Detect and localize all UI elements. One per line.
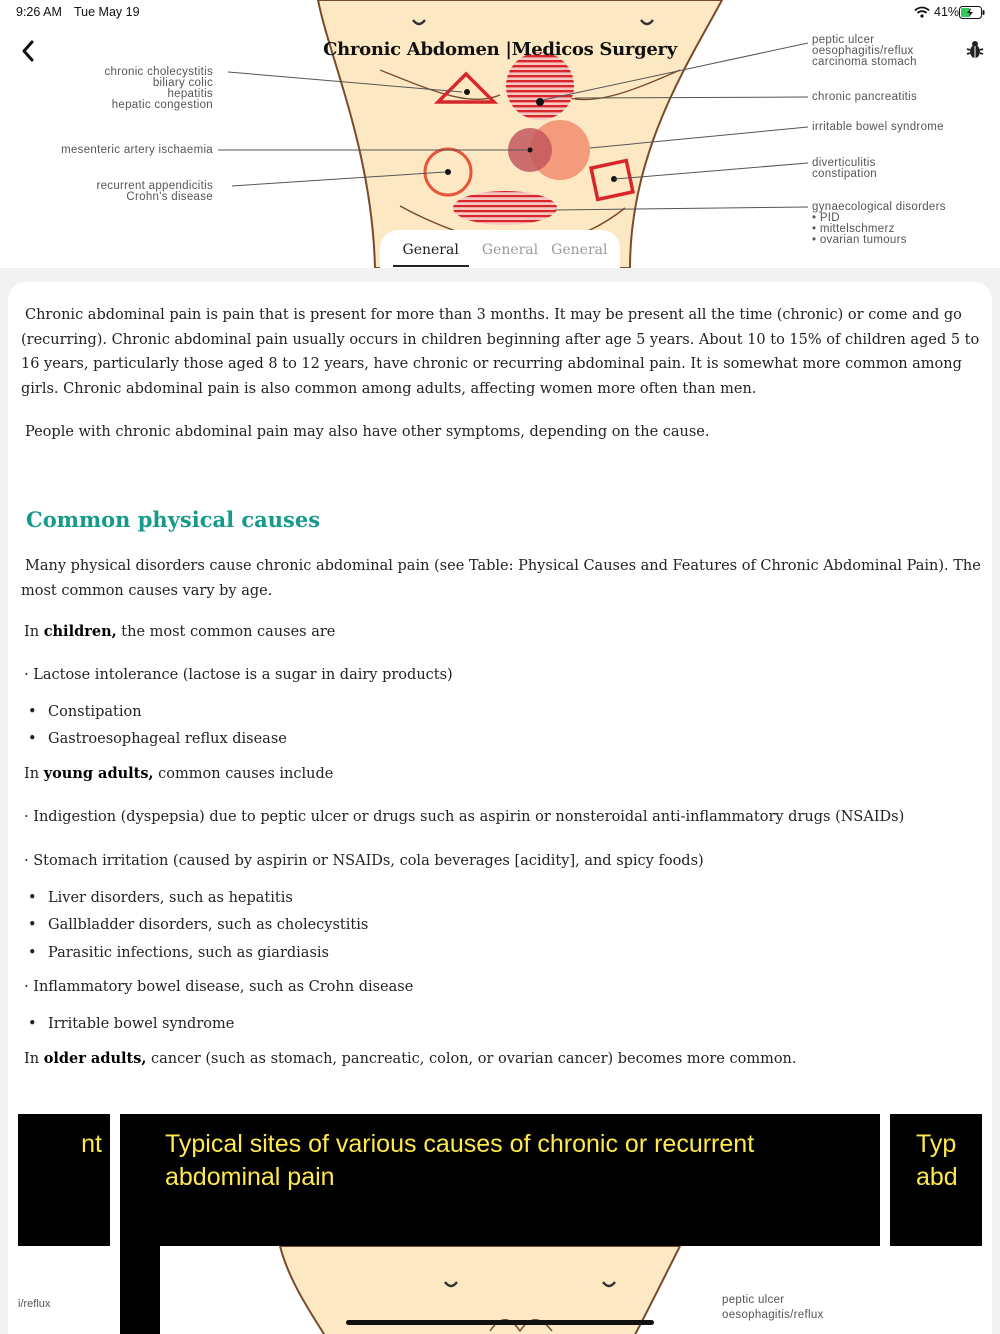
diagram-label [61, 144, 213, 156]
diagram-label-line: Crohn's disease [126, 191, 213, 203]
diagram-left-labels [61, 66, 213, 203]
slide-label: peptic ulcer [722, 1294, 785, 1306]
diagram-label [812, 91, 917, 103]
diagram-label-line: chronic pancreatitis [812, 91, 918, 103]
diagram-label-line: chronic cholecystitis [104, 66, 213, 78]
diagram-label-line: mesenteric artery ischaemia [61, 144, 213, 156]
image-gallery[interactable] [18, 1114, 982, 1334]
report-bug-button[interactable] [964, 39, 986, 61]
diagram-label-line: • ovarian tumours [812, 234, 907, 246]
list-item: • Irritable bowel syndrome [28, 1016, 235, 1032]
gallery-slide-next[interactable] [890, 1114, 982, 1334]
tab-general-2[interactable]: General [481, 242, 539, 258]
gallery-slide-current[interactable] [120, 1114, 880, 1334]
young-adults-intro: In young adults, common causes include [24, 765, 334, 782]
diagram-label-line: biliary colic [152, 77, 213, 89]
list-item: · Indigestion (dyspepsia) due to peptic ulcer or drugs such as aspirin or nonsteroidal anti-inflammatory drugs (NSAIDs) [24, 809, 905, 825]
diagram-label-line: constipation [812, 168, 877, 180]
list-item: • Gastroesophageal reflux disease [28, 731, 287, 747]
diagram-label-line: gynaecological disorders [812, 201, 946, 213]
causes-paragraph: Many physical disorders cause chronic abdominal pain (see Table: Physical Causes and Features of Chronic Abdominal Pain). The most common causes vary by age. [21, 558, 981, 599]
slide-title-fragment: Typ abd [916, 1130, 958, 1191]
intro-paragraph-1: Chronic abdominal pain is pain that is present for more than 3 months. It may be present all the time (chronic) or come and go (recurring). Chronic abdominal pain usually occurs in children beginning after age 5 years. About 10 to 15% of children aged 5 to 16 years, particularly those aged 8 to 12 years, have chronic or recurring abdominal pain. It is somewhat more common among girls. Chronic abdominal pain is also common among adults, affecting women more often than men. [21, 307, 980, 397]
tab-bar [380, 230, 620, 268]
diagram-label [812, 121, 944, 133]
slide-label-fragment: i/reflux [18, 1298, 51, 1310]
status-bar [0, 0, 1000, 24]
diagram-label-line: • mittelschmerz [812, 223, 895, 235]
diagram-label-line: irritable bowel syndrome [812, 121, 944, 133]
slide-title-fragment: nt [81, 1130, 102, 1158]
battery-charging-icon [959, 6, 985, 19]
wifi-icon [914, 6, 930, 18]
header-banner [0, 0, 1000, 268]
list-item: · Lactose intolerance (lactose is a sugar in dairy products) [24, 667, 453, 683]
diagram-label-line: • PID [812, 212, 840, 224]
section-heading: Common physical causes [26, 507, 321, 532]
list-item: · Inflammatory bowel disease, such as Crohn disease [24, 979, 414, 995]
intro-paragraph-2: People with chronic abdominal pain may also have other symptoms, depending on the cause. [25, 424, 710, 440]
tab-general-3[interactable]: General [551, 242, 608, 258]
tab-general-1[interactable]: General [393, 230, 469, 267]
page-title: Chronic Abdomen |Medicos Surgery [323, 39, 677, 60]
diagram-label-line: diverticulitis [812, 157, 876, 169]
home-indicator[interactable] [346, 1320, 654, 1325]
list-item: • Gallbladder disorders, such as cholecystitis [28, 917, 369, 933]
older-adults-line: In older adults, cancer (such as stomach, pancreatic, colon, or ovarian cancer) becomes more common. [24, 1050, 797, 1067]
status-date: Tue May 19 [74, 5, 140, 19]
diagram-label-line: oesophagitis/reflux [812, 45, 914, 57]
battery-percentage: 41% [934, 5, 960, 19]
list-item: • Liver disorders, such as hepatitis [28, 890, 293, 906]
status-time: 9:26 AM [16, 5, 62, 19]
bug-icon [967, 41, 983, 58]
diagram-right-labels [812, 34, 946, 246]
list-item: · Stomach irritation (caused by aspirin or NSAIDs, cola beverages [acidity], and spicy foods) [24, 853, 704, 869]
diagram-label [812, 157, 877, 180]
article-card [8, 282, 992, 1334]
diagram-label-line: hepatitis [167, 88, 213, 100]
diagram-label [104, 66, 213, 111]
diagram-label-line: peptic ulcer [812, 34, 875, 46]
gallery-slide-previous[interactable] [18, 1114, 110, 1334]
slide-label: oesophagitis/reflux [722, 1309, 824, 1321]
children-intro: In children, the most common causes are [24, 623, 336, 640]
diagram-label [812, 201, 946, 246]
diagram-label-line: recurrent appendicitis [96, 180, 213, 192]
diagram-label-line: hepatic congestion [111, 99, 213, 111]
diagram-label-line: carcinoma stomach [812, 56, 917, 68]
diagram-label [96, 180, 213, 203]
list-item: • Constipation [28, 704, 142, 720]
list-item: • Parasitic infections, such as giardiasis [28, 945, 329, 961]
slide-title: Typical sites of various causes of chronic or recurrent abdominal pain [165, 1130, 755, 1191]
